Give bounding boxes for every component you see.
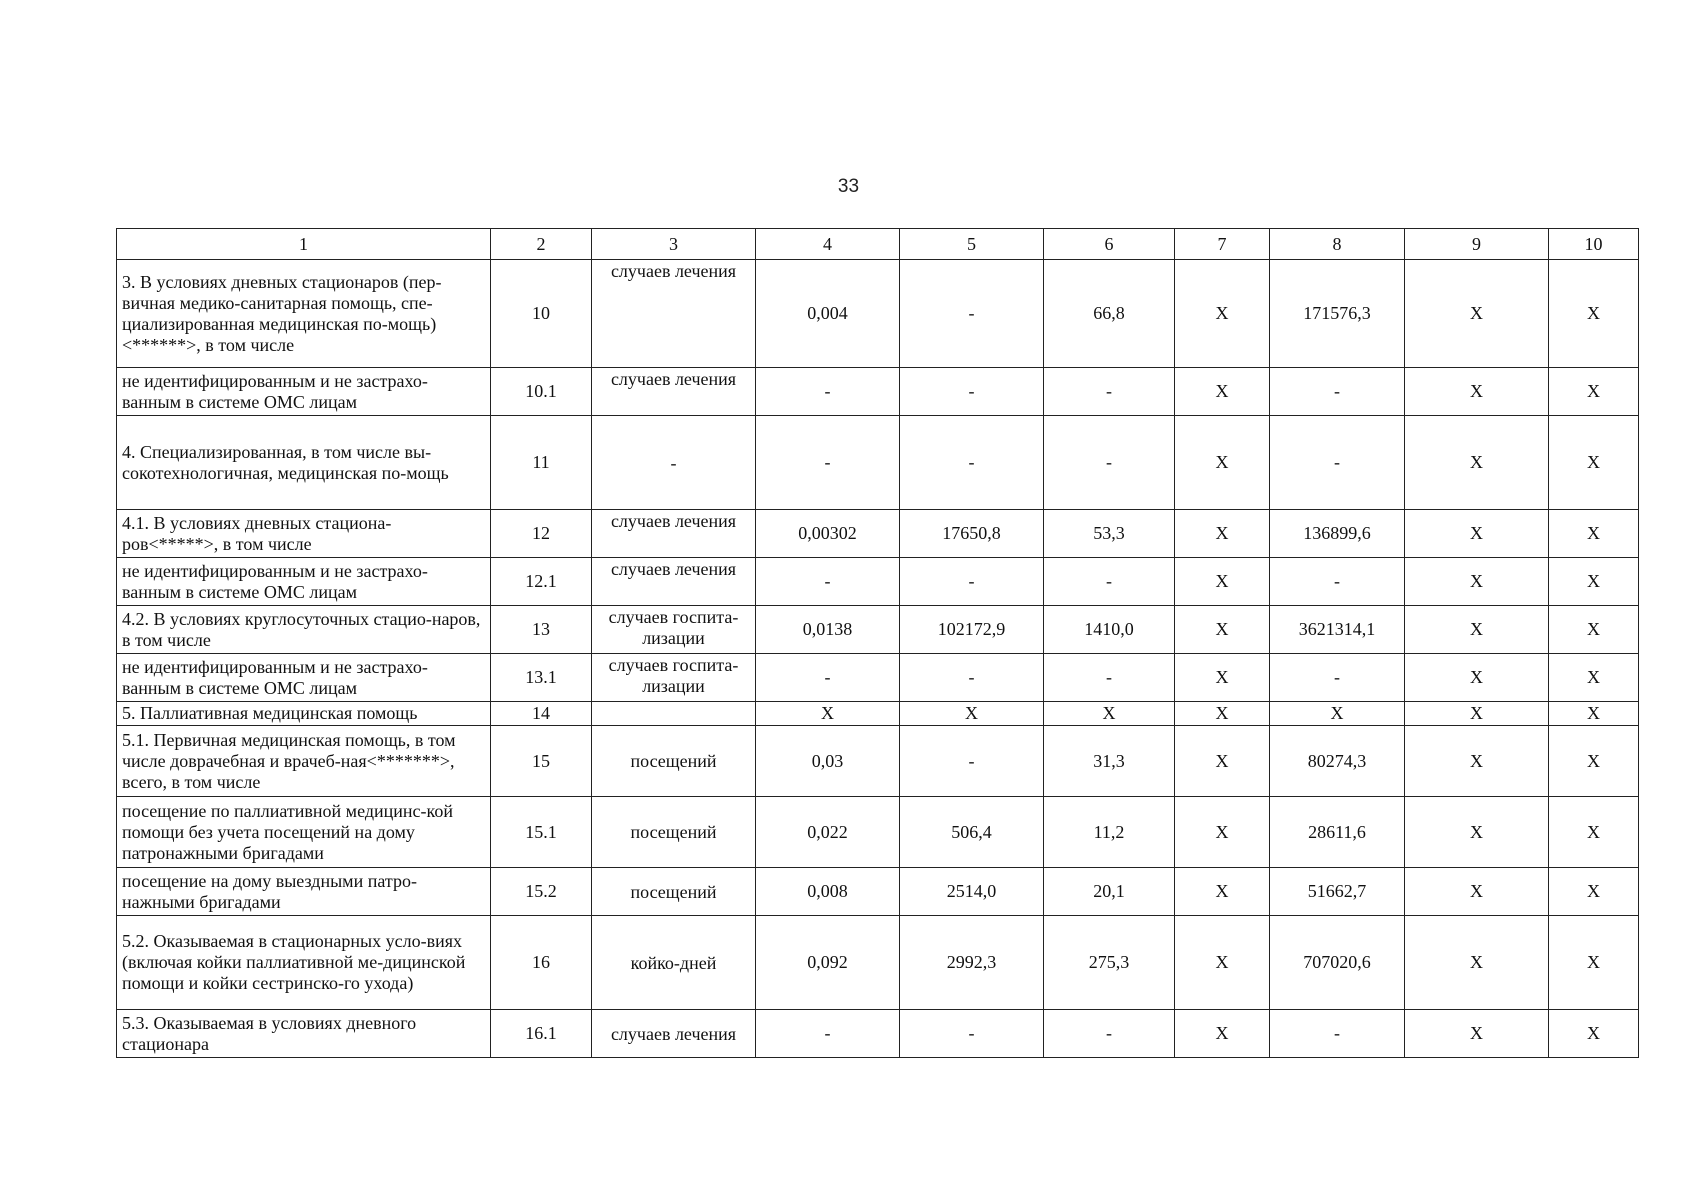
table-cell: 1410,0	[1044, 606, 1175, 654]
table-cell: X	[1175, 654, 1270, 702]
table-cell: 0,008	[756, 868, 900, 916]
table-cell: 0,0138	[756, 606, 900, 654]
row-unit: -	[592, 416, 756, 510]
row-name: 5. Паллиативная медицинская помощь	[117, 702, 491, 726]
table-cell: X	[1405, 702, 1549, 726]
table-cell: X	[1405, 606, 1549, 654]
table-cell: X	[1405, 558, 1549, 606]
table-cell: 51662,7	[1270, 868, 1405, 916]
table-cell: 31,3	[1044, 726, 1175, 797]
table-row	[117, 702, 1639, 726]
table-cell: -	[1270, 1010, 1405, 1058]
table-cell: X	[1549, 416, 1639, 510]
table-cell: X	[1405, 368, 1549, 416]
table-row	[117, 726, 1639, 797]
row-code: 14	[491, 702, 592, 726]
row-name: 5.1. Первичная медицинская помощь, в том числе доврачебная и врачеб-ная<*******>, всего, в том числе	[117, 726, 491, 797]
table-cell: 80274,3	[1270, 726, 1405, 797]
table-row	[117, 416, 1639, 510]
table-cell: X	[1405, 916, 1549, 1010]
table-cell: -	[1044, 416, 1175, 510]
row-code: 16	[491, 916, 592, 1010]
table-cell: X	[1405, 868, 1549, 916]
row-unit: случаев лечения	[592, 260, 756, 368]
table-cell: 0,092	[756, 916, 900, 1010]
row-name: посещение на дому выездными патро-нажными бригадами	[117, 868, 491, 916]
row-name: 5.2. Оказываемая в стационарных усло-виях (включая койки паллиативной ме-дицинской помощи и койки сестринско-го ухода)	[117, 916, 491, 1010]
row-name: посещение по паллиативной медицинс-кой помощи без учета посещений на дому патронажными бригадами	[117, 797, 491, 868]
table-cell: X	[1549, 797, 1639, 868]
table-cell: X	[1549, 654, 1639, 702]
table-cell: -	[1270, 368, 1405, 416]
table-cell: -	[756, 368, 900, 416]
table-cell: -	[1044, 558, 1175, 606]
table-cell: -	[900, 558, 1044, 606]
column-number: 5	[900, 229, 1044, 260]
table-cell: X	[1405, 416, 1549, 510]
table-cell: 0,004	[756, 260, 900, 368]
row-code: 13.1	[491, 654, 592, 702]
row-unit: случаев госпита-лизации	[592, 606, 756, 654]
table-cell: 66,8	[1044, 260, 1175, 368]
table-row	[117, 916, 1639, 1010]
table-cell: 171576,3	[1270, 260, 1405, 368]
row-name: 3. В условиях дневных стационаров (пер-вичная медико-санитарная помощь, спе-циализированная медицинская по-мощь)<******>, в том числе	[117, 260, 491, 368]
row-unit: случаев госпита-лизации	[592, 654, 756, 702]
row-unit: случаев лечения	[592, 1010, 756, 1058]
table-cell: X	[1405, 510, 1549, 558]
table-cell: X	[1175, 702, 1270, 726]
table-cell: X	[1175, 868, 1270, 916]
table-cell: X	[1549, 510, 1639, 558]
table-cell: X	[1175, 368, 1270, 416]
row-name: 5.3. Оказываемая в условиях дневного стационара	[117, 1010, 491, 1058]
table-cell: 53,3	[1044, 510, 1175, 558]
table-cell: 102172,9	[900, 606, 1044, 654]
table-cell: X	[1175, 606, 1270, 654]
table-cell: X	[1405, 726, 1549, 797]
row-code: 11	[491, 416, 592, 510]
table-cell: X	[1270, 702, 1405, 726]
table-cell: -	[1044, 1010, 1175, 1058]
table-cell: -	[900, 416, 1044, 510]
data-table	[116, 228, 1639, 1058]
row-unit: случаев лечения	[592, 510, 756, 558]
column-number: 2	[491, 229, 592, 260]
row-unit: койко-дней	[592, 916, 756, 1010]
column-number: 4	[756, 229, 900, 260]
table-cell: -	[756, 416, 900, 510]
table-cell: X	[1175, 916, 1270, 1010]
row-name: не идентифицированным и не застрахо-ванным в системе ОМС лицам	[117, 654, 491, 702]
table-row	[117, 260, 1639, 368]
row-code: 10.1	[491, 368, 592, 416]
table-cell: -	[900, 368, 1044, 416]
table-cell: 0,00302	[756, 510, 900, 558]
row-name: 4.1. В условиях дневных стациона-ров<*****>, в том числе	[117, 510, 491, 558]
row-name: 4. Специализированная, в том числе вы-сокотехнологичная, медицинская по-мощь	[117, 416, 491, 510]
row-code: 15.2	[491, 868, 592, 916]
table-cell: X	[1549, 1010, 1639, 1058]
column-number: 10	[1549, 229, 1639, 260]
column-number: 3	[592, 229, 756, 260]
table-cell: -	[900, 726, 1044, 797]
table-cell: 506,4	[900, 797, 1044, 868]
table-cell: -	[1270, 416, 1405, 510]
table-cell: 11,2	[1044, 797, 1175, 868]
table-cell: X	[1549, 368, 1639, 416]
column-number: 9	[1405, 229, 1549, 260]
table-cell: X	[1549, 726, 1639, 797]
table-cell: X	[1044, 702, 1175, 726]
table-cell: -	[900, 1010, 1044, 1058]
table-cell: 707020,6	[1270, 916, 1405, 1010]
table-cell: X	[756, 702, 900, 726]
table-cell: -	[1044, 368, 1175, 416]
table-cell: -	[900, 260, 1044, 368]
table-row	[117, 868, 1639, 916]
table-cell: 3621314,1	[1270, 606, 1405, 654]
table-cell: -	[756, 558, 900, 606]
table-cell: 275,3	[1044, 916, 1175, 1010]
table-cell: 28611,6	[1270, 797, 1405, 868]
table-cell: X	[1175, 726, 1270, 797]
row-name: не идентифицированным и не застрахо-ванным в системе ОМС лицам	[117, 558, 491, 606]
table-row	[117, 606, 1639, 654]
table-cell: X	[1549, 868, 1639, 916]
row-unit: посещений	[592, 797, 756, 868]
table-row	[117, 510, 1639, 558]
table-row	[117, 1010, 1639, 1058]
table-cell: X	[1549, 702, 1639, 726]
column-number: 8	[1270, 229, 1405, 260]
row-unit: случаев лечения	[592, 368, 756, 416]
table-cell: X	[1175, 797, 1270, 868]
row-code: 10	[491, 260, 592, 368]
table-cell: X	[1405, 797, 1549, 868]
table-cell: X	[1175, 260, 1270, 368]
table-cell: -	[756, 654, 900, 702]
table-cell: X	[1175, 1010, 1270, 1058]
table-cell: -	[900, 654, 1044, 702]
table-cell: -	[1270, 654, 1405, 702]
table-cell: 0,022	[756, 797, 900, 868]
table-cell: 0,03	[756, 726, 900, 797]
row-code: 12	[491, 510, 592, 558]
row-code: 15	[491, 726, 592, 797]
column-number: 1	[117, 229, 491, 260]
table-cell: 20,1	[1044, 868, 1175, 916]
table-cell: X	[1405, 1010, 1549, 1058]
table-row	[117, 368, 1639, 416]
row-name: 4.2. В условиях круглосуточных стацио-наров, в том числе	[117, 606, 491, 654]
table-row	[117, 654, 1639, 702]
row-name: не идентифицированным и не застрахо-ванным в системе ОМС лицам	[117, 368, 491, 416]
row-code: 12.1	[491, 558, 592, 606]
column-number: 6	[1044, 229, 1175, 260]
table-cell: X	[1405, 260, 1549, 368]
row-unit: посещений	[592, 726, 756, 797]
table-cell: -	[1044, 654, 1175, 702]
table-cell: -	[1270, 558, 1405, 606]
table-cell: X	[1175, 510, 1270, 558]
table-cell: X	[900, 702, 1044, 726]
table-cell: X	[1549, 260, 1639, 368]
table-cell: 136899,6	[1270, 510, 1405, 558]
table-cell: X	[1175, 416, 1270, 510]
table-row	[117, 558, 1639, 606]
table-cell: -	[756, 1010, 900, 1058]
column-number: 7	[1175, 229, 1270, 260]
table-row	[117, 797, 1639, 868]
column-number-row	[117, 229, 1639, 260]
row-code: 15.1	[491, 797, 592, 868]
table-cell: 2992,3	[900, 916, 1044, 1010]
table-cell: X	[1549, 606, 1639, 654]
page-number: 33	[837, 176, 860, 197]
row-unit: случаев лечения	[592, 558, 756, 606]
table-cell: X	[1549, 916, 1639, 1010]
row-unit: посещений	[592, 868, 756, 916]
table-cell: 17650,8	[900, 510, 1044, 558]
table-cell: X	[1175, 558, 1270, 606]
table-cell: X	[1549, 558, 1639, 606]
table-cell: 2514,0	[900, 868, 1044, 916]
row-code: 13	[491, 606, 592, 654]
row-code: 16.1	[491, 1010, 592, 1058]
row-unit	[592, 702, 756, 726]
table-cell: X	[1405, 654, 1549, 702]
